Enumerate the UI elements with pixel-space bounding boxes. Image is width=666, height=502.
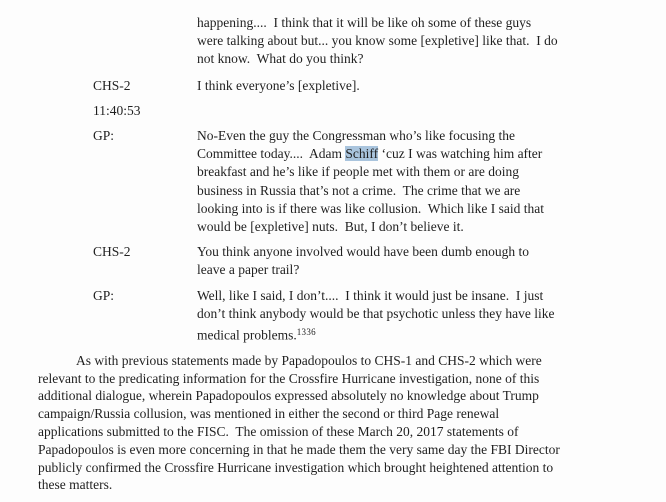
dialogue-text — [197, 243, 601, 279]
text-line — [197, 182, 601, 200]
text-line — [38, 370, 650, 388]
text-segment: publicly confirmed the Crossfire Hurricane investigation which brought heightened attention to — [38, 459, 554, 475]
text-line — [197, 32, 601, 50]
text-line — [197, 261, 601, 279]
text-line — [38, 441, 650, 459]
text-segment: Well, like I said, I don’t.... I think it would just be insane. I just — [197, 287, 544, 303]
text-segment: campaign/Russia collusion, was mentioned in either the second or third Page renewal — [38, 406, 500, 422]
speaker-label — [93, 14, 197, 69]
text-segment: would be [expletive] nuts. But, I don’t believe it. — [197, 219, 464, 235]
text-segment: medical problems. — [197, 327, 297, 343]
text-line — [197, 50, 601, 68]
text-line — [38, 352, 650, 370]
transcript-row — [93, 14, 666, 69]
dialogue-text — [197, 77, 601, 95]
text-line — [197, 200, 601, 218]
text-segment: applications submitted to the FISC. The omission of these March 20, 2017 statements of — [38, 423, 519, 439]
speaker-label: GP: — [93, 287, 115, 303]
footnote-ref: 1336 — [296, 327, 316, 338]
text-segment: I think everyone’s [expletive]. — [197, 77, 360, 93]
transcript-section — [93, 14, 666, 345]
text-segment: leave a paper trail? — [197, 262, 300, 278]
text-line — [197, 145, 601, 163]
transcript-row — [93, 77, 666, 95]
dialogue-text — [197, 102, 601, 120]
text-line — [197, 163, 601, 181]
text-segment: not know. What do you think? — [197, 51, 364, 67]
text-segment: don’t think anybody would be that psychotic unless they have like — [197, 305, 555, 321]
text-segment: looking into is if there was like collusion. Which like I said that — [197, 200, 544, 216]
transcript-row — [93, 102, 666, 120]
text-line — [197, 14, 601, 32]
text-line — [38, 476, 650, 494]
text-segment: You think anyone involved would have been dumb enough to — [197, 244, 529, 260]
text-line — [38, 405, 650, 423]
text-segment: Papadopoulos is even more concerning in that he made them the very same day the FBI Director — [38, 441, 560, 457]
transcript-row — [93, 287, 666, 345]
transcript-row — [93, 127, 666, 236]
text-line — [197, 77, 601, 95]
text-segment: ‘cuz I was watching him after — [378, 146, 543, 162]
text-line — [197, 218, 601, 236]
text-line — [197, 305, 601, 323]
dialogue-text — [197, 127, 601, 236]
text-line — [38, 423, 650, 441]
text-line — [38, 459, 650, 477]
text-segment: Committee today.... Adam — [197, 146, 346, 162]
text-segment: relevant to the predicating information for the Crossfire Hurricane investigation, none of this — [38, 370, 540, 386]
text-segment: happening.... I think that it will be like oh some of these guys — [197, 15, 532, 30]
timestamp: 11:40:53 — [93, 102, 141, 118]
text-segment: As with previous statements made by Papadopoulos to CHS-1 and CHS-2 which were — [76, 352, 542, 368]
transcript-row — [93, 243, 666, 279]
text-line — [197, 243, 601, 261]
text-line — [38, 387, 650, 405]
highlighted-term: Schiff — [345, 146, 379, 162]
text-line — [197, 323, 601, 345]
speaker-label: GP: — [93, 128, 115, 144]
text-segment: breakfast and he’s like if people met with them or are doing — [197, 164, 520, 180]
speaker-label: CHS-2 — [93, 244, 131, 260]
text-segment: were talking about but... you know some [expletive] like that. I do — [197, 33, 558, 49]
dialogue-text — [197, 287, 601, 345]
text-segment: additional dialogue, wherein Papadopoulos expressed absolutely no knowledge about Trump — [38, 388, 539, 404]
text-segment: these matters. — [38, 477, 113, 493]
dialogue-text — [197, 14, 601, 69]
text-line — [197, 127, 601, 145]
text-segment: business in Russia that’s not a crime. The crime that we are — [197, 182, 521, 198]
speaker-label: CHS-2 — [93, 77, 131, 93]
closing-paragraph — [38, 352, 650, 494]
text-line — [197, 287, 601, 305]
text-segment: No-Even the guy the Congressman who’s like focusing the — [197, 128, 515, 144]
